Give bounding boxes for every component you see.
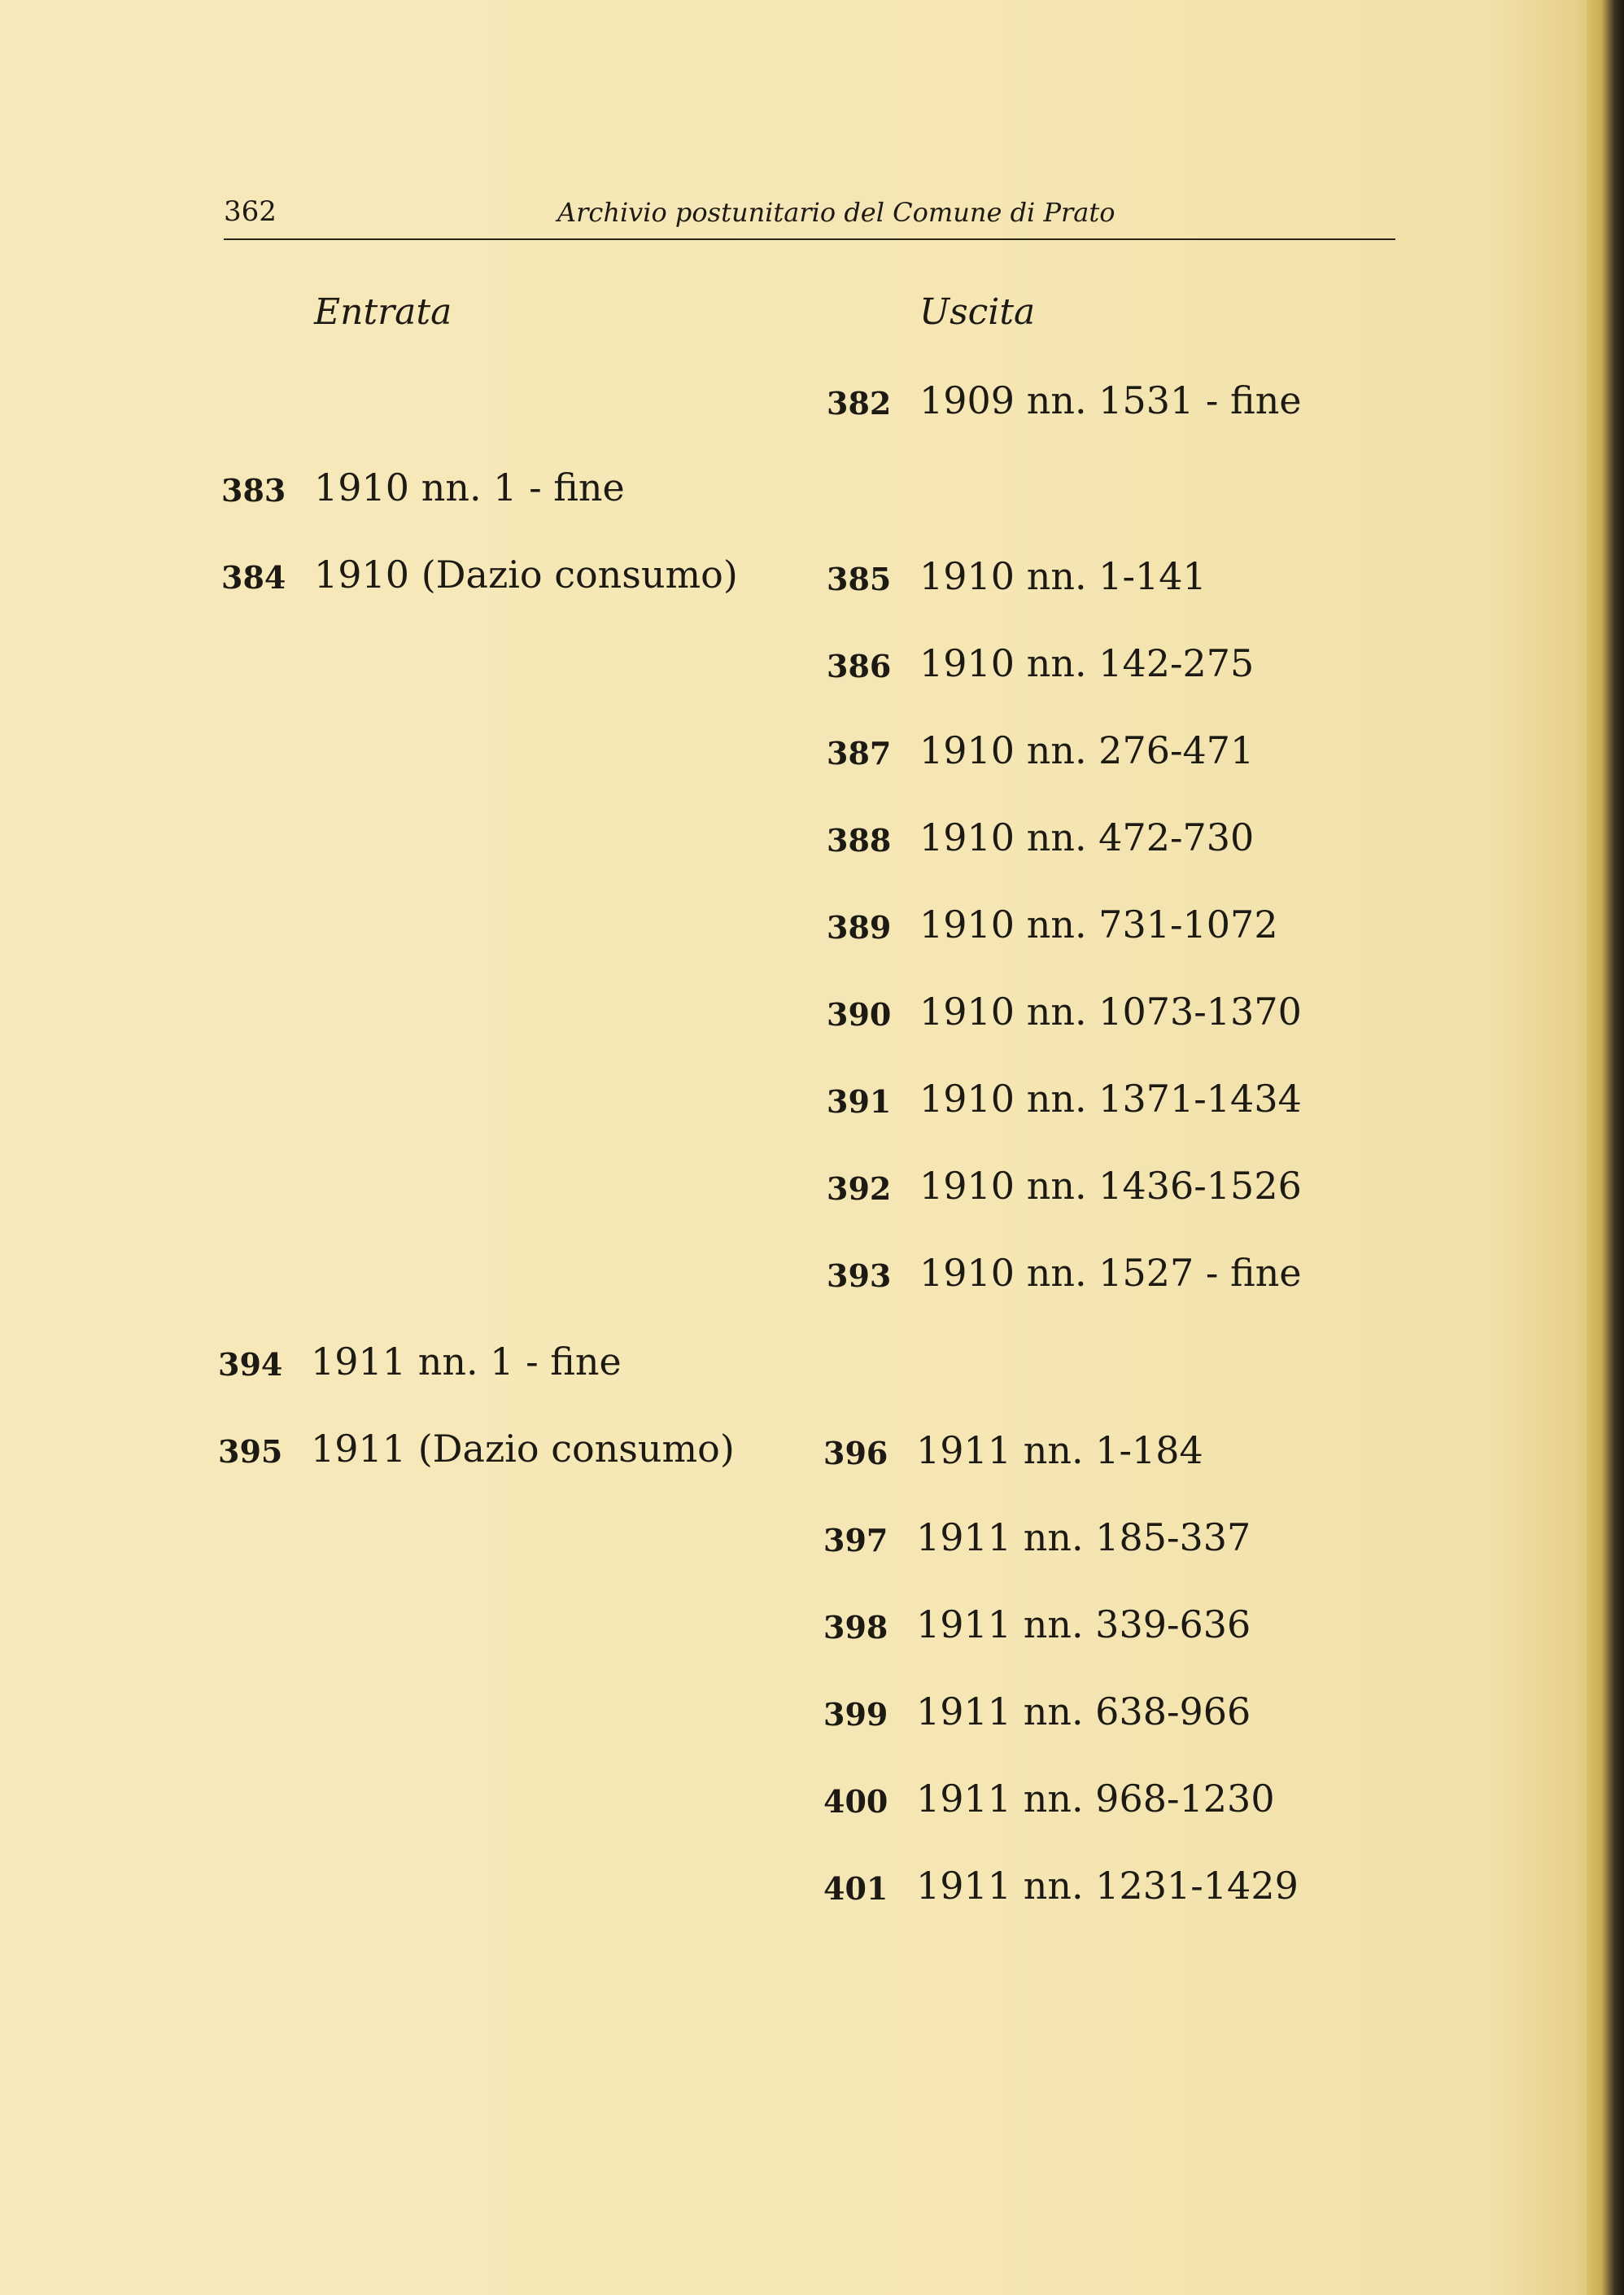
entry-description: 1910 nn. 1-141 (919, 554, 1207, 598)
entry-description: 1910 nn. 1527 - fine (919, 1251, 1302, 1295)
entry-number: 384 (221, 559, 286, 596)
entry-description: 1911 nn. 968-1230 (916, 1777, 1275, 1821)
entry-description: 1910 nn. 276-471 (919, 728, 1255, 772)
entry-number: 391 (827, 1083, 892, 1120)
entry-description: 1909 nn. 1531 - fine (919, 378, 1302, 422)
entry-description: 1911 nn. 185-337 (916, 1515, 1251, 1559)
entry-number: 394 (218, 1346, 283, 1383)
entry-number: 392 (827, 1170, 892, 1207)
entry-number: 395 (218, 1433, 283, 1470)
entry-number: 396 (823, 1435, 888, 1471)
entry-number: 385 (827, 561, 892, 597)
entry-number: 397 (823, 1522, 888, 1558)
entry-number: 393 (827, 1257, 892, 1294)
entrata-heading: Entrata (314, 291, 452, 333)
entry-description: 1910 nn. 472-730 (919, 815, 1255, 859)
entry-number: 401 (823, 1870, 888, 1907)
entry-number: 399 (823, 1696, 888, 1733)
entry-description: 1910 nn. 731-1072 (919, 903, 1278, 946)
entry-number: 383 (221, 472, 286, 509)
entry-description: 1910 nn. 1436-1526 (919, 1164, 1302, 1208)
book-spine (1587, 0, 1624, 2295)
entry-description: 1910 (Dazio consumo) (314, 553, 738, 597)
entry-number: 390 (827, 996, 892, 1033)
entry-description: 1911 nn. 339-636 (916, 1602, 1251, 1646)
entry-description: 1911 nn. 1 - fine (311, 1340, 622, 1384)
entry-description: 1911 nn. 1231-1429 (916, 1864, 1299, 1908)
entry-description: 1911 nn. 1-184 (916, 1428, 1203, 1472)
entry-number: 388 (827, 822, 892, 859)
entry-number: 389 (827, 909, 892, 946)
uscita-heading: Uscita (919, 291, 1036, 333)
entry-number: 387 (827, 735, 892, 772)
entry-description: 1911 nn. 638-966 (916, 1690, 1251, 1733)
entry-description: 1910 nn. 1 - fine (314, 466, 625, 509)
entry-number: 382 (827, 385, 892, 422)
entry-description: 1911 (Dazio consumo) (311, 1427, 735, 1471)
entry-number: 398 (823, 1609, 888, 1646)
page-number: 362 (224, 195, 277, 228)
entry-number: 400 (823, 1783, 888, 1820)
entry-description: 1910 nn. 142-275 (919, 641, 1255, 685)
running-title: Archivio postunitario del Comune di Prato (557, 197, 1115, 228)
page-header (224, 195, 1395, 236)
entry-description: 1910 nn. 1371-1434 (919, 1077, 1302, 1121)
entry-number: 386 (827, 648, 892, 684)
header-rule (224, 238, 1395, 240)
entry-description: 1910 nn. 1073-1370 (919, 990, 1302, 1034)
